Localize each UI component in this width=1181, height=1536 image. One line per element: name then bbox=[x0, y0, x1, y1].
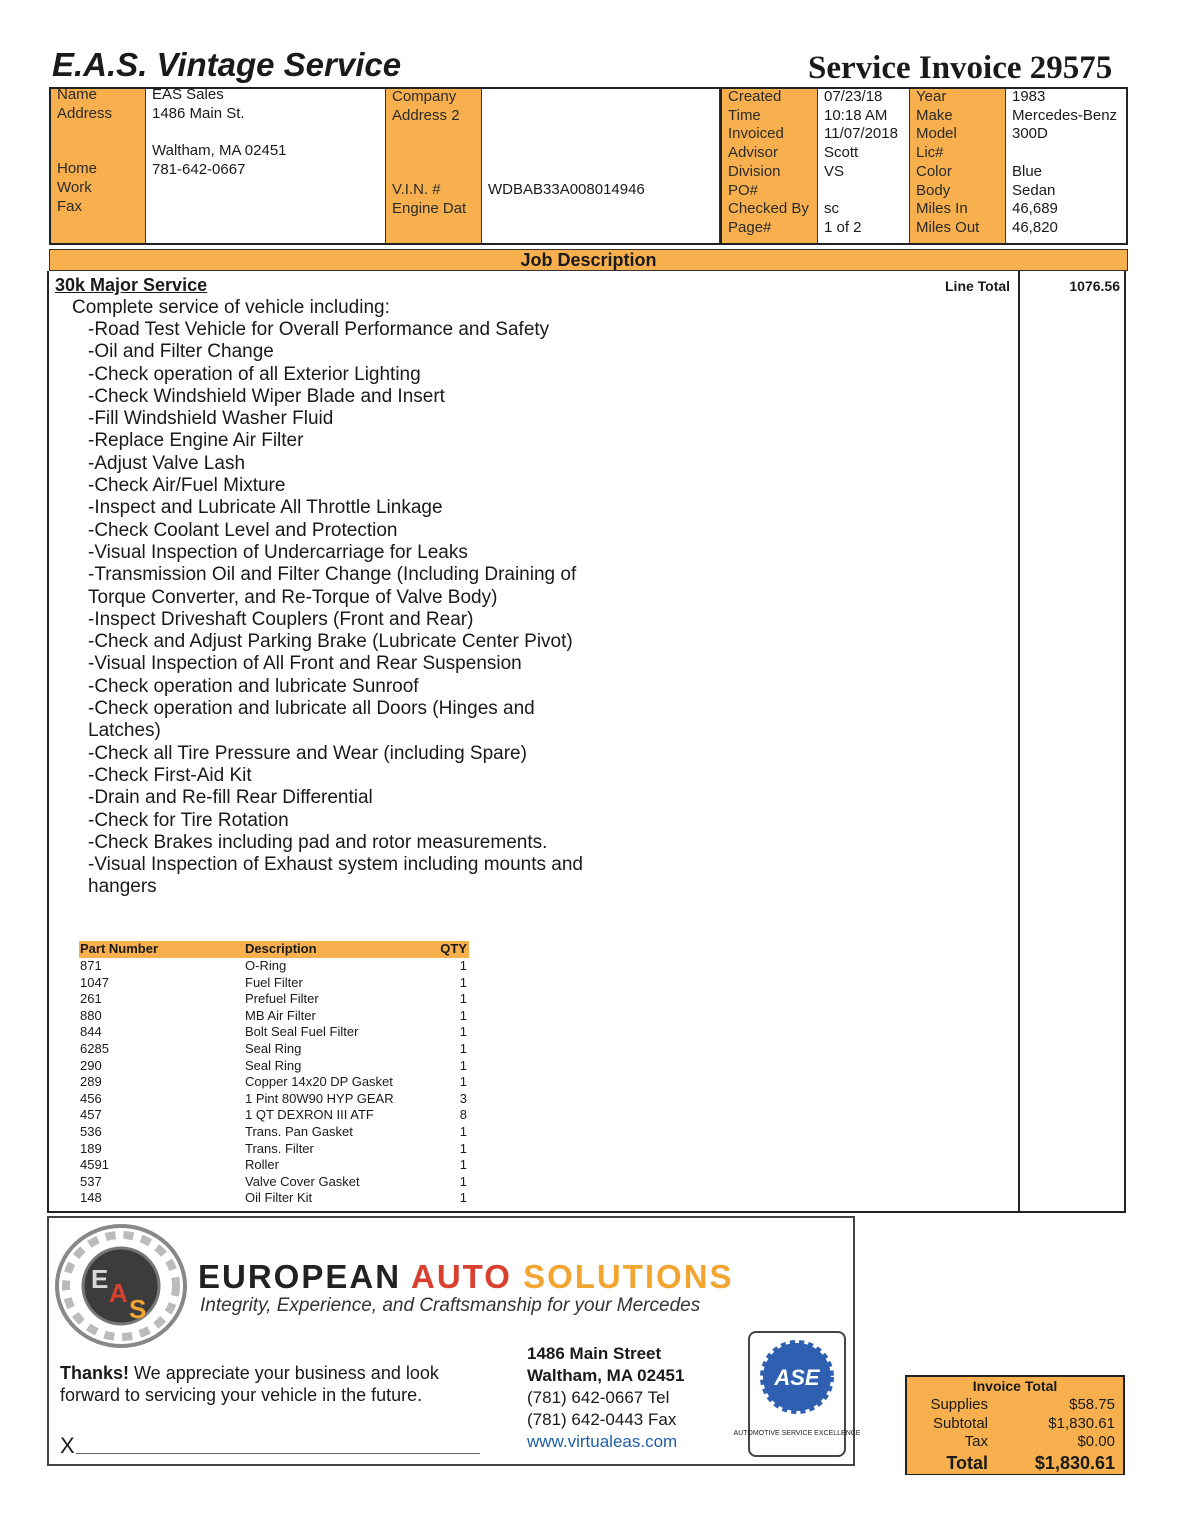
table-row bbox=[79, 1041, 469, 1058]
order-value-6: sc bbox=[824, 200, 839, 218]
order-label-5: PO# bbox=[728, 181, 759, 199]
eas-logo bbox=[53, 1222, 193, 1352]
vehicle-labels bbox=[910, 89, 1006, 243]
shop-website-link[interactable]: www.virtualeas.com bbox=[527, 1432, 678, 1451]
part-description: Seal Ring bbox=[245, 1040, 302, 1056]
subtotal-label: Subtotal bbox=[932, 1414, 988, 1432]
shop-fax: (781) 642-0443 Fax bbox=[527, 1410, 677, 1429]
table-row bbox=[79, 1157, 469, 1174]
job-title: 30k Major Service bbox=[55, 275, 208, 295]
task-item: -Check operation and lubricate all Doors (Hinges and bbox=[88, 698, 535, 720]
task-item: -Check Air/Fuel Mixture bbox=[88, 475, 286, 497]
total-label: Total bbox=[946, 1452, 988, 1473]
table-row bbox=[79, 1124, 469, 1141]
home-label: Home bbox=[57, 160, 98, 177]
task-item: -Check operation of all Exterior Lighting bbox=[88, 363, 421, 385]
task-item: -Replace Engine Air Filter bbox=[88, 430, 304, 452]
brand-word-auto: AUTO bbox=[410, 1258, 512, 1295]
part-description: Trans. Pan Gasket bbox=[245, 1123, 353, 1139]
part-description: 1 QT DEXRON III ATF bbox=[245, 1107, 374, 1123]
part-description: Bolt Seal Fuel Filter bbox=[245, 1024, 359, 1040]
task-item: -Check Brakes including pad and rotor measurements. bbox=[88, 831, 548, 853]
vehicle-value-0: 1983 bbox=[1012, 88, 1046, 105]
part-description: Oil Filter Kit bbox=[245, 1190, 313, 1206]
part-number-header: Part Number bbox=[80, 941, 159, 956]
shop-street: 1486 Main Street bbox=[527, 1344, 662, 1363]
parts-table-header bbox=[79, 941, 469, 958]
vehicle-label-4: Color bbox=[916, 162, 952, 180]
logo-letter-e: E bbox=[91, 1264, 109, 1294]
supplies-value: $58.75 bbox=[1069, 1396, 1115, 1413]
part-qty: 1 bbox=[459, 1157, 467, 1173]
order-labels bbox=[722, 89, 818, 243]
customer-city: Waltham, MA 02451 bbox=[152, 142, 287, 159]
part-qty: 1 bbox=[459, 1074, 467, 1090]
table-row bbox=[79, 975, 469, 992]
line-total-divider bbox=[1018, 271, 1020, 1213]
part-qty: 1 bbox=[459, 974, 467, 990]
thanks-bold: Thanks! bbox=[60, 1363, 130, 1383]
part-number: 880 bbox=[80, 1007, 102, 1023]
part-number: 844 bbox=[80, 1024, 102, 1040]
name-label: Name bbox=[57, 86, 98, 103]
signature-line[interactable] bbox=[76, 1453, 480, 1454]
part-description: Prefuel Filter bbox=[245, 991, 319, 1007]
ase-gear-icon bbox=[733, 1333, 861, 1455]
supplies-row bbox=[907, 1396, 1123, 1415]
task-item: Latches) bbox=[88, 720, 161, 742]
customer-values bbox=[146, 86, 386, 243]
thanks-text: We appreciate your business and look forward to servicing your vehicle in the future. bbox=[60, 1363, 439, 1405]
task-item: -Check for Tire Rotation bbox=[88, 809, 289, 831]
vehicle-label-5: Body bbox=[916, 181, 951, 199]
vehicle-label-0: Year bbox=[916, 88, 947, 105]
part-description: MB Air Filter bbox=[245, 1007, 316, 1023]
part-number: 290 bbox=[80, 1057, 102, 1073]
order-values bbox=[818, 89, 910, 243]
part-number: 289 bbox=[80, 1074, 102, 1090]
part-qty: 1 bbox=[459, 1007, 467, 1023]
task-item: Torque Converter, and Re-Torque of Valve Body) bbox=[88, 586, 498, 608]
company-label: Company bbox=[392, 88, 457, 105]
subtotal-row bbox=[907, 1415, 1123, 1434]
part-number: 1047 bbox=[80, 974, 109, 990]
qty-header: QTY bbox=[440, 941, 467, 956]
total-row bbox=[907, 1452, 1123, 1474]
order-value-7: 1 of 2 bbox=[824, 218, 862, 236]
vehicle-value-4: Blue bbox=[1012, 162, 1043, 180]
task-item: -Visual Inspection of Exhaust system including mounts and bbox=[88, 854, 583, 876]
order-label-7: Page# bbox=[728, 218, 772, 236]
task-item: -Check operation and lubricate Sunroof bbox=[88, 675, 419, 697]
customer-home-phone: 781-642-0667 bbox=[152, 161, 246, 178]
job-description-header: Job Description bbox=[49, 249, 1128, 271]
order-label-3: Advisor bbox=[728, 144, 779, 162]
table-row bbox=[79, 958, 469, 975]
part-qty: 1 bbox=[459, 958, 467, 973]
part-qty: 1 bbox=[459, 1040, 467, 1056]
task-item: -Check Windshield Wiper Blade and Insert bbox=[88, 385, 445, 407]
tax-label: Tax bbox=[964, 1433, 988, 1450]
order-label-1: Time bbox=[728, 106, 761, 124]
customer-name: EAS Sales bbox=[152, 86, 224, 103]
tax-row bbox=[907, 1433, 1123, 1452]
task-item: -Check Coolant Level and Protection bbox=[88, 519, 398, 541]
line-total-label: Line Total bbox=[945, 278, 1011, 294]
task-item: -Visual Inspection of Undercarriage for Leaks bbox=[88, 541, 468, 563]
part-qty: 8 bbox=[459, 1107, 467, 1123]
vehicle-label-3: Lic# bbox=[916, 144, 944, 162]
part-number: 148 bbox=[80, 1190, 102, 1206]
task-item: -Fill Windshield Washer Fluid bbox=[88, 408, 334, 430]
table-row bbox=[79, 1024, 469, 1041]
address2-label: Address 2 bbox=[392, 107, 460, 124]
part-qty: 1 bbox=[459, 1024, 467, 1040]
vehicle-value-1: Mercedes-Benz bbox=[1012, 106, 1118, 124]
part-number: 537 bbox=[80, 1173, 102, 1189]
part-description: 1 Pint 80W90 HYP GEAR bbox=[245, 1090, 394, 1106]
vehicle-value-6: 46,689 bbox=[1012, 200, 1058, 218]
vehicle-values bbox=[1006, 89, 1126, 243]
part-number: 4591 bbox=[80, 1157, 109, 1173]
ase-caption: AUTOMOTIVE SERVICE EXCELLENCE bbox=[733, 1430, 861, 1437]
order-value-2: 11/07/2018 bbox=[824, 125, 898, 143]
brand-word-solutions: SOLUTIONS bbox=[523, 1258, 734, 1295]
logo-letter-a: A bbox=[109, 1278, 128, 1308]
total-value: $1,830.61 bbox=[1034, 1452, 1115, 1473]
brand-word-european: EUROPEAN bbox=[198, 1258, 402, 1295]
task-item: -Oil and Filter Change bbox=[88, 341, 274, 363]
vin-label: V.I.N. # bbox=[392, 181, 441, 198]
customer-labels bbox=[51, 86, 146, 243]
part-description: Roller bbox=[245, 1157, 279, 1173]
tagline: Integrity, Experience, and Craftsmanship for your Mercedes bbox=[200, 1295, 701, 1316]
supplies-label: Supplies bbox=[930, 1396, 988, 1413]
company-values bbox=[482, 89, 720, 243]
job-intro: Complete service of vehicle including: bbox=[72, 297, 390, 318]
task-item: -Road Test Vehicle for Overall Performance and Safety bbox=[88, 319, 550, 340]
task-item: -Check First-Aid Kit bbox=[88, 764, 252, 786]
description-header: Description bbox=[245, 941, 317, 956]
vehicle-value-5: Sedan bbox=[1012, 181, 1056, 199]
invoice-header-grid bbox=[49, 87, 1128, 245]
part-qty: 1 bbox=[459, 1057, 467, 1073]
invoice-total-header: Invoice Total bbox=[907, 1377, 1123, 1396]
task-item: -Drain and Re-fill Rear Differential bbox=[88, 787, 373, 809]
invoice-totals bbox=[905, 1375, 1125, 1475]
ase-badge bbox=[733, 1331, 861, 1457]
invoice-title: Service Invoice 29575 bbox=[808, 50, 1113, 86]
order-value-3: Scott bbox=[824, 144, 859, 162]
vehicle-value-7: 46,820 bbox=[1012, 218, 1058, 236]
task-item: -Check all Tire Pressure and Wear (including Spare) bbox=[88, 742, 527, 764]
part-description: Trans. Filter bbox=[245, 1140, 314, 1156]
part-number: 261 bbox=[80, 991, 102, 1007]
table-row bbox=[79, 1058, 469, 1075]
task-item: -Inspect and Lubricate All Throttle Linkage bbox=[88, 497, 443, 519]
vehicle-label-6: Miles In bbox=[916, 200, 968, 218]
work-label: Work bbox=[57, 179, 92, 196]
table-row bbox=[79, 1174, 469, 1191]
company-name: E.A.S. Vintage Service bbox=[52, 46, 402, 83]
part-description: Seal Ring bbox=[245, 1057, 302, 1073]
table-row bbox=[79, 1190, 469, 1207]
vehicle-label-1: Make bbox=[916, 106, 953, 124]
part-qty: 3 bbox=[459, 1090, 467, 1106]
table-row bbox=[79, 991, 469, 1008]
shop-tel: (781) 642-0667 Tel bbox=[527, 1388, 670, 1407]
order-value-0: 07/23/18 bbox=[824, 88, 883, 105]
engine-label: Engine Dat bbox=[392, 200, 467, 217]
shop-address bbox=[527, 1343, 684, 1453]
order-label-0: Created bbox=[728, 88, 782, 105]
task-item: -Check and Adjust Parking Brake (Lubricate Center Pivot) bbox=[88, 631, 573, 653]
thanks-message bbox=[60, 1362, 500, 1406]
vehicle-label-2: Model bbox=[916, 125, 957, 143]
part-description: Valve Cover Gasket bbox=[245, 1173, 360, 1189]
task-list bbox=[88, 319, 583, 899]
table-row bbox=[79, 1091, 469, 1108]
vin-value: WDBAB33A008014946 bbox=[488, 181, 645, 198]
table-row bbox=[79, 1141, 469, 1158]
tax-value: $0.00 bbox=[1077, 1433, 1115, 1450]
vehicle-label-7: Miles Out bbox=[916, 218, 980, 236]
part-number: 536 bbox=[80, 1123, 102, 1139]
part-number: 456 bbox=[80, 1090, 102, 1106]
part-number: 871 bbox=[80, 958, 102, 973]
order-label-4: Division bbox=[728, 162, 781, 180]
task-item: -Visual Inspection of All Front and Rear Suspension bbox=[88, 653, 522, 675]
parts-table bbox=[79, 941, 469, 1207]
task-item: -Transmission Oil and Filter Change (Including Draining of bbox=[88, 564, 577, 586]
part-qty: 1 bbox=[459, 1190, 467, 1206]
order-label-2: Invoiced bbox=[728, 125, 784, 143]
vehicle-value-2: 300D bbox=[1012, 125, 1048, 143]
part-qty: 1 bbox=[459, 1173, 467, 1189]
table-row bbox=[79, 1074, 469, 1091]
part-number: 189 bbox=[80, 1140, 102, 1156]
subtotal-value: $1,830.61 bbox=[1048, 1414, 1115, 1432]
part-qty: 1 bbox=[459, 991, 467, 1007]
address-label: Address bbox=[57, 105, 113, 122]
order-value-1: 10:18 AM bbox=[824, 106, 888, 124]
task-item: -Inspect Driveshaft Couplers (Front and Rear) bbox=[88, 608, 474, 630]
part-number: 6285 bbox=[80, 1040, 109, 1056]
part-number: 457 bbox=[80, 1107, 102, 1123]
part-description: O-Ring bbox=[245, 958, 287, 973]
ase-letters: ASE bbox=[774, 1365, 820, 1390]
company-labels bbox=[386, 89, 482, 243]
logo-letter-s: S bbox=[129, 1294, 147, 1324]
shop-city: Waltham, MA 02451 bbox=[527, 1366, 685, 1385]
part-qty: 1 bbox=[459, 1140, 467, 1156]
fax-label: Fax bbox=[57, 198, 83, 215]
signature-mark: X bbox=[60, 1433, 75, 1458]
part-qty: 1 bbox=[459, 1123, 467, 1139]
part-description: Fuel Filter bbox=[245, 974, 303, 990]
line-total-value: 1076.56 bbox=[1069, 278, 1120, 294]
brand-name bbox=[198, 1258, 734, 1296]
part-description: Copper 14x20 DP Gasket bbox=[245, 1074, 393, 1090]
order-value-4: VS bbox=[824, 162, 845, 180]
table-row bbox=[79, 1008, 469, 1025]
task-item: hangers bbox=[88, 876, 157, 898]
order-label-6: Checked By bbox=[728, 200, 809, 218]
customer-address1: 1486 Main St. bbox=[152, 105, 245, 122]
task-item: -Adjust Valve Lash bbox=[88, 452, 246, 474]
table-row bbox=[79, 1107, 469, 1124]
parts-rows bbox=[79, 958, 469, 1207]
